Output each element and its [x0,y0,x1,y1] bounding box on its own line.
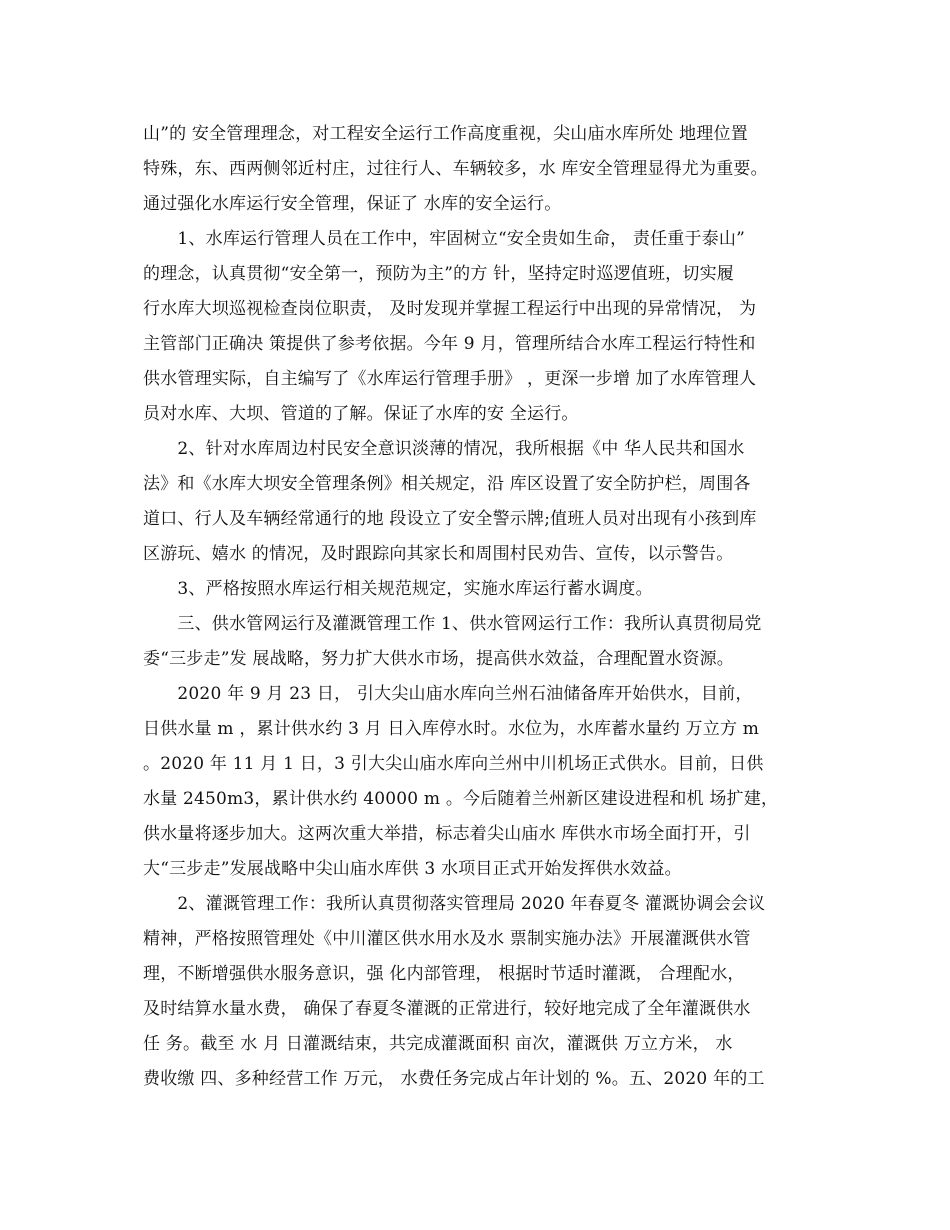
text-line: 大“三步走”发展战略中尖山庙水库供 3 水项目正式开始发挥供水效益。 [143,859,682,879]
text-line: 1、水库运行管理人员在工作中，牢固树立“安全贵如生命， 责任重于泰山” [143,229,745,249]
text-line: 3、严格按照水库运行相关规范规定，实施水库运行蓄水调度。 [143,579,653,599]
text-line: 员对水库、大坝、管道的了解。保证了水库的安 全运行。 [143,404,579,424]
text-line: 任 务。截至 水 月 日灌溉结束，共完成灌溉面积 亩次，灌溉供 万立方米， 水 [143,1034,733,1054]
text-line: 供水量将逐步加大。这两次重大举措，标志着尖山庙水 库供水市场全面打开，引 [143,824,751,844]
text-line: 区游玩、嬉水 的情况，及时跟踪向其家长和周围村民劝告、宣传，以示警告。 [143,544,734,564]
text-line: 供水管理实际，自主编写了《水库运行管理手册》 ，更深一步增 加了水库管理人 [143,369,757,389]
text-line: 通过强化水库运行安全管理，保证了 水库的安全运行。 [143,194,562,214]
text-line: 法》和《水库大坝安全管理条例》相关规定，沿 库区设置了安全防护栏，周围各 [143,474,751,494]
text-line: 行水库大坝巡视检查岗位职责， 及时发现并掌握工程运行中出现的异常情况， 为 [143,299,757,319]
text-line: 。2020 年 11 月 1 日，3 引大尖山庙水库向兰州中川机场正式供水。目前，日供 [143,754,764,774]
text-line: 的理念，认真贯彻“安全第一，预防为主”的方 针，坚持定时巡逻值班，切实履 [143,264,734,284]
text-line: 精神，严格按照管理处《中川灌区供水用水及水 票制实施办法》开展灌溉供水管 [143,929,751,949]
text-line: 理，不断增强供水服务意识，强 化内部管理， 根据时节适时灌溉， 合理配水， [143,964,745,984]
text-line: 山”的 安全管理理念，对工程安全运行工作高度重视，尖山庙水库所处 地理位置 [143,124,748,144]
text-line: 主管部门正确决 策提供了参考依据。今年 9 月，管理所结合水库工程运行特性和 [143,334,756,354]
text-line: 日供水量 m ，累计供水约 3 月 日入库停水时。水位为，水库蓄水量约 万立方 m [143,719,760,739]
text-line: 特殊，东、西两侧邻近村庄，过往行人、车辆较多，水 库安全管理显得尤为重要。 [143,159,768,179]
text-line: 费收缴 四、多种经营工作 万元， 水费任务完成占年计划的 %。五、2020 年的工 [143,1069,765,1089]
text-line: 及时结算水量水费， 确保了春夏冬灌溉的正常进行，较好地完成了全年灌溉供水 [143,999,751,1019]
text-line: 三、供水管网运行及灌溉管理工作 1、供水管网运行工作：我所认真贯彻局党 [143,614,762,634]
text-line: 水量 2450m3，累计供水约 40000 m 。今后随着兰州新区建设进程和机 场扩建， [143,789,779,809]
text-line: 道口、行人及车辆经常通行的地 段设立了安全警示牌;值班人员对出现有小孩到库 [143,509,757,529]
text-line: 2020 年 9 月 23 日， 引大尖山庙水库向兰州石油储备库开始供水，目前， [143,684,753,704]
text-line: 2、针对水库周边村民安全意识淡薄的情况，我所根据《中 华人民共和国水 [143,439,745,459]
document-body [143,117,823,1097]
text-line: 委“三步走”发 展战略，努力扩大供水市场，提高供水效益，合理配置水资源。 [143,649,734,669]
text-line: 2、灌溉管理工作：我所认真贯彻落实管理局 2020 年春夏冬 灌溉协调会会议 [143,894,766,914]
